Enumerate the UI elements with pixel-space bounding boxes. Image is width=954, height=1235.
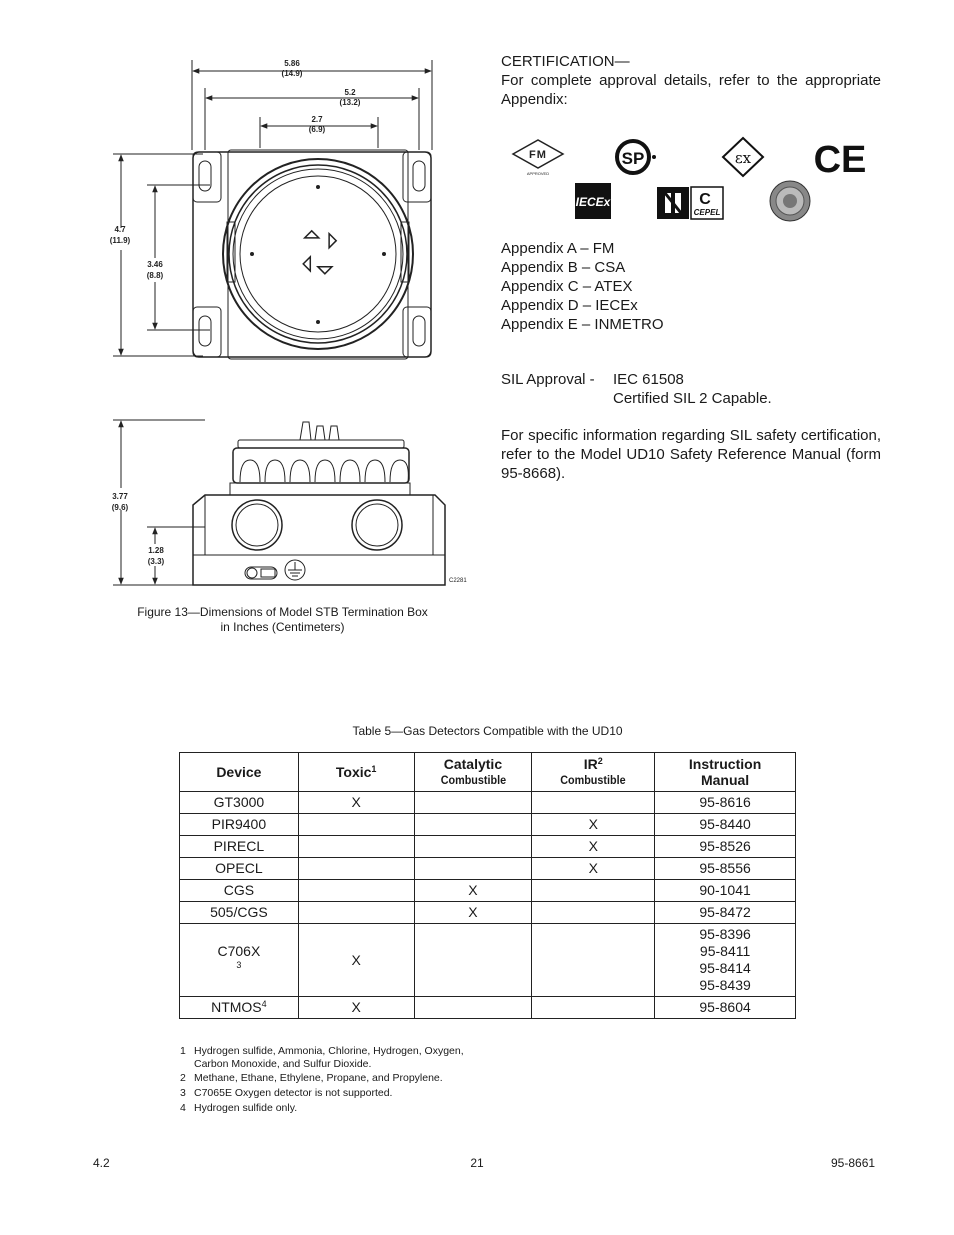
cell-catalytic: [414, 792, 532, 814]
footer-form-number: 95-8661: [831, 1156, 876, 1170]
svg-text:εx: εx: [734, 149, 752, 167]
svg-text:FM: FM: [529, 149, 547, 161]
cell-device: NTMOS$^4$: [180, 997, 299, 1019]
cell-toxic: [298, 858, 414, 880]
dim-width-inner-in: 2.7: [311, 115, 323, 124]
svg-text:SP: SP: [621, 149, 645, 168]
header-toxic: Toxic$^1$: [298, 753, 414, 792]
header-ir: $IR^2$ Combustible: [532, 753, 655, 792]
cell-device: PIR9400: [180, 814, 299, 836]
cell-device: OPECL: [180, 858, 299, 880]
csa-logo: [617, 141, 656, 173]
cell-ir: [532, 924, 655, 997]
cell-catalytic: [414, 836, 532, 858]
header-device: Device: [180, 753, 299, 792]
cell-catalytic: [414, 997, 532, 1019]
certification-logos: [505, 135, 880, 230]
certification-heading: CERTIFICATION—: [501, 53, 630, 70]
manual-number: 95-8556: [699, 860, 751, 876]
cell-device: PIRECL: [180, 836, 299, 858]
manual-number: 95-8604: [699, 999, 751, 1015]
sil-note: For specific information regarding SIL safety certification, refer to the Model UD10 Safety Reference Manual (form 95-8668).: [501, 427, 881, 482]
cell-manual: [655, 792, 796, 814]
sil-approval-label: SIL Approval -: [501, 371, 595, 388]
appendix-b: Appendix B – CSA: [501, 259, 626, 276]
svg-text:CEPEL: CEPEL: [693, 208, 721, 217]
iecex-logo: [575, 183, 612, 219]
manual-number: 95-8414: [699, 960, 751, 976]
cell-manual: [655, 836, 796, 858]
atex-ex-logo: [723, 138, 763, 176]
manual-number: 95-8411: [699, 943, 751, 959]
footnote: 3 C7065E Oxygen detector is not supported.: [180, 1087, 393, 1099]
manual-number: 95-8440: [699, 816, 751, 832]
table-row: [180, 858, 796, 880]
figure-caption: [110, 605, 455, 635]
inmetro-cepel-logo: [657, 187, 723, 219]
sil-approval-capability: Certified SIL 2 Capable.: [613, 390, 772, 407]
svg-text:CE: CE: [813, 139, 867, 181]
manual-number: 95-8439: [699, 977, 751, 993]
cell-manual: [655, 858, 796, 880]
cell-toxic: [298, 880, 414, 902]
cell-toxic: [298, 814, 414, 836]
svg-text:APPROVED: APPROVED: [526, 171, 550, 176]
footer-revision: 4.2: [93, 1156, 110, 1170]
footer-page-number: 21: [470, 1156, 484, 1170]
cell-ir: [532, 792, 655, 814]
cell-ir: X: [532, 836, 655, 858]
svg-text:C: C: [699, 191, 711, 208]
header-manual: Instruction Manual: [655, 753, 796, 792]
gas-detectors-table: [179, 752, 796, 1019]
manual-number: 95-8472: [699, 904, 751, 920]
cell-manual: [655, 902, 796, 924]
cell-toxic: X: [298, 792, 414, 814]
certification-intro: For complete approval details, refer to the appropriate Appendix:: [501, 72, 881, 108]
sil-approval-standard: IEC 61508: [613, 371, 684, 388]
appendix-a: Appendix A – FM: [501, 240, 615, 257]
table-row: [180, 902, 796, 924]
cell-ir: X: [532, 858, 655, 880]
cell-manual: [655, 997, 796, 1019]
cell-toxic: X: [298, 997, 414, 1019]
figure-caption-line2: in Inches (Centimeters): [220, 620, 345, 634]
cell-manual: [655, 814, 796, 836]
appendix-e: Appendix E – INMETRO: [501, 316, 664, 333]
footnote: 1 Hydrogen sulfide, Ammonia, Chlorine, Hydrogen, Oxygen, Carbon Monoxide, and Sulfur Dioxide.: [180, 1045, 464, 1070]
table-row: [180, 836, 796, 858]
certification-seal-logo: [770, 181, 810, 221]
table-header-row: [180, 753, 796, 792]
table-row: [180, 792, 796, 814]
dim-width-overall-cm: (14.9): [281, 69, 303, 78]
table-title: Table 5—Gas Detectors Compatible with the UD10: [352, 724, 623, 738]
dim-side-height-in: 3.77: [112, 492, 128, 501]
cell-catalytic: X: [414, 880, 532, 902]
dim-side-base-cm: (3.3): [147, 557, 165, 566]
cell-ir: [532, 997, 655, 1019]
appendix-d: Appendix D – IECEx: [501, 297, 638, 314]
cell-catalytic: [414, 924, 532, 997]
cell-toxic: [298, 836, 414, 858]
cell-manual: [655, 924, 796, 997]
cell-toxic: X: [298, 924, 414, 997]
manual-number: 95-8616: [699, 794, 751, 810]
dim-width-inner-cm: (6.9): [308, 125, 326, 134]
cell-ir: [532, 902, 655, 924]
figure-caption-line1: Figure 13—Dimensions of Model STB Termination Box: [137, 605, 428, 619]
table-row: [180, 814, 796, 836]
cell-ir: [532, 880, 655, 902]
manual-number: 95-8396: [699, 926, 751, 942]
dim-height-mount-cm: (8.8): [146, 271, 164, 280]
dim-side-height-cm: (9.6): [111, 503, 129, 512]
sil-approval: [501, 370, 881, 408]
table-row: [180, 997, 796, 1019]
footnote: 2 Methane, Ethane, Ethylene, Propane, and Propylene.: [180, 1072, 443, 1084]
cell-catalytic: X: [414, 902, 532, 924]
cell-manual: [655, 880, 796, 902]
cell-ir: X: [532, 814, 655, 836]
header-catalytic: Catalytic Combustible: [414, 753, 532, 792]
dim-width-mount-cm: (13.2): [339, 98, 361, 107]
dim-width-mount-in: 5.2: [344, 88, 356, 97]
termination-box-dimension-drawing: [95, 50, 485, 595]
cell-toxic: [298, 902, 414, 924]
dim-height-mount-in: 3.46: [147, 260, 163, 269]
table-row: [180, 924, 796, 997]
manual-number: 90-1041: [699, 882, 751, 898]
svg-text:IECEx: IECEx: [575, 195, 611, 209]
cell-catalytic: [414, 814, 532, 836]
cell-device: C706X $^3$: [180, 924, 299, 997]
dim-height-overall-in: 4.7: [114, 225, 126, 234]
dim-width-overall-in: 5.86: [284, 59, 300, 68]
cell-device: CGS: [180, 880, 299, 902]
appendix-list: [501, 239, 881, 334]
dim-side-base-in: 1.28: [148, 546, 164, 555]
table-row: [180, 880, 796, 902]
cell-catalytic: [414, 858, 532, 880]
cell-device: 505/CGS: [180, 902, 299, 924]
dim-height-overall-cm: (11.9): [109, 236, 131, 245]
fm-approved-logo: [513, 140, 563, 176]
cell-device: GT3000: [180, 792, 299, 814]
certification-section: [501, 52, 881, 109]
manual-number: 95-8526: [699, 838, 751, 854]
appendix-c: Appendix C – ATEX: [501, 278, 633, 295]
drawing-code: C2281: [449, 578, 467, 584]
ce-logo: [814, 139, 867, 181]
footnote: 4 Hydrogen sulfide only.: [180, 1102, 298, 1114]
